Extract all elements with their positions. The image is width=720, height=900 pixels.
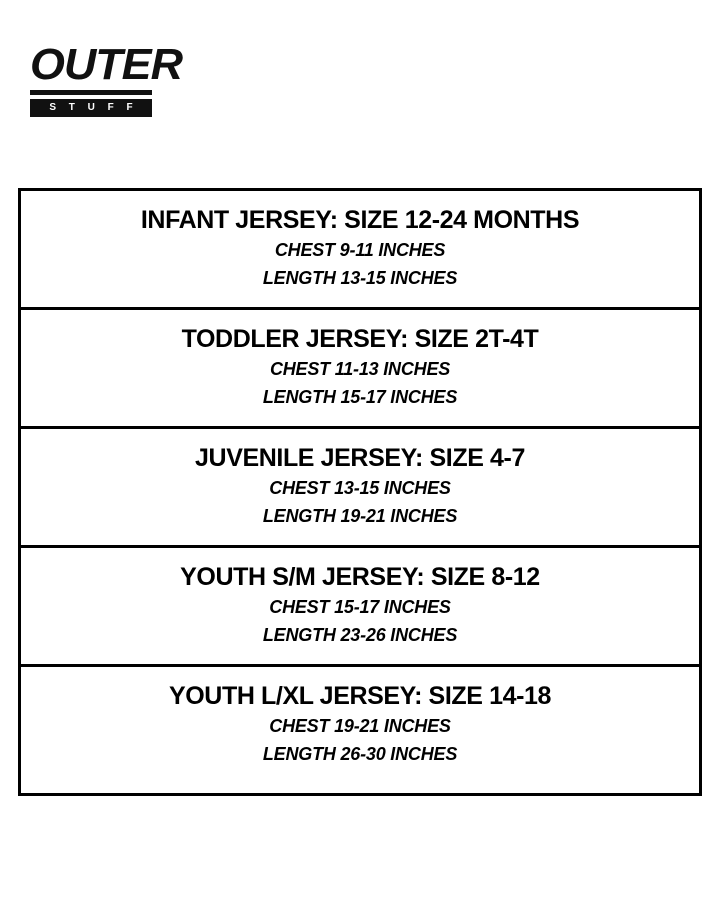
size-row-chest: CHEST 9-11 INCHES <box>274 240 446 260</box>
table-row <box>21 429 699 548</box>
size-row-length: LENGTH 19-21 INCHES <box>262 506 458 526</box>
brand-logo-subwordmark: S T U F F <box>30 99 152 117</box>
size-row-title: TODDLER JERSEY: SIZE 2T-4T <box>181 325 539 353</box>
size-row-length: LENGTH 26-30 INCHES <box>262 744 458 764</box>
brand-logo-underline <box>30 90 152 95</box>
size-row-chest: CHEST 15-17 INCHES <box>269 597 451 617</box>
size-chart-table <box>18 188 702 796</box>
size-row-title: YOUTH L/XL JERSEY: SIZE 14-18 <box>168 682 552 710</box>
size-row-length: LENGTH 13-15 INCHES <box>262 268 458 288</box>
size-row-title: INFANT JERSEY: SIZE 12-24 MONTHS <box>140 206 580 234</box>
size-row-chest: CHEST 11-13 INCHES <box>269 359 451 379</box>
size-row-length: LENGTH 23-26 INCHES <box>262 625 458 645</box>
size-row-title: JUVENILE JERSEY: SIZE 4-7 <box>195 444 525 472</box>
size-row-title: YOUTH S/M JERSEY: SIZE 8-12 <box>180 563 540 591</box>
table-row <box>21 191 699 310</box>
table-row <box>21 548 699 667</box>
brand-logo <box>30 40 182 117</box>
table-row <box>21 667 699 793</box>
size-row-chest: CHEST 13-15 INCHES <box>269 478 451 498</box>
table-row <box>21 310 699 429</box>
size-row-length: LENGTH 15-17 INCHES <box>262 387 458 407</box>
size-row-chest: CHEST 19-21 INCHES <box>269 716 451 736</box>
brand-logo-wordmark: OUTER <box>30 40 182 89</box>
